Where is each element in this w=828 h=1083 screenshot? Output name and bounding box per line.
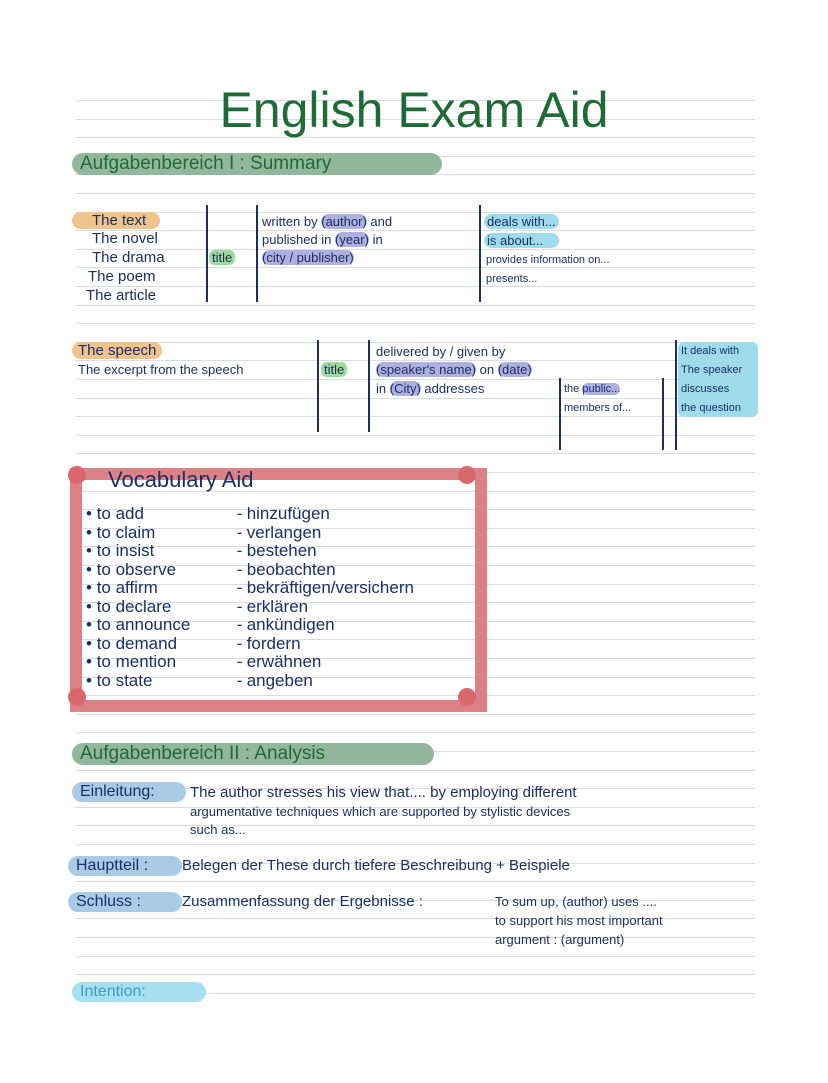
ruled-line xyxy=(75,249,755,250)
ruled-line xyxy=(75,844,755,845)
ruled-line xyxy=(75,416,755,417)
subject-item: The article xyxy=(86,287,157,304)
text: members of... xyxy=(564,402,632,414)
ruled-line xyxy=(75,714,755,715)
vocabulary-item: • to demand - fordern xyxy=(86,633,301,653)
ruled-line xyxy=(75,435,755,436)
ruled-line xyxy=(75,230,755,231)
text: on xyxy=(476,362,498,377)
german-term: angeben xyxy=(246,670,313,690)
english-term: to claim xyxy=(96,522,156,542)
german-term: fordern xyxy=(246,633,301,653)
ruled-line xyxy=(75,193,755,194)
english-term: to demand xyxy=(96,633,178,653)
vocabulary-item: • to insist - bestehen xyxy=(86,541,317,560)
vocabulary-item: • to add - hinzufügen xyxy=(86,504,330,523)
einleitung-text: such as... xyxy=(190,822,246,837)
subject-item: The novel xyxy=(92,230,158,247)
english-term: to observe xyxy=(96,559,177,579)
verb-phrase: is about... xyxy=(484,233,559,248)
hauptteil-label: Hauptteil : xyxy=(68,856,182,876)
ruled-line xyxy=(75,770,755,771)
verb-phrase: It deals with xyxy=(681,345,740,357)
english-term: to insist xyxy=(96,541,155,560)
text: addresses xyxy=(420,381,485,396)
date-placeholder: (date) xyxy=(497,362,532,377)
intention-label: Intention: xyxy=(72,982,206,1002)
text: published in xyxy=(262,232,335,247)
ruled-line xyxy=(75,956,755,957)
verb-phrase: the question xyxy=(681,402,741,414)
german-term: ankündigen xyxy=(246,615,335,634)
schluss-text: argument : (argument) xyxy=(495,932,625,947)
city-placeholder: (City) xyxy=(389,381,421,396)
english-term: to announce xyxy=(96,615,191,634)
section-header-summary: Aufgabenbereich I : Summary xyxy=(72,153,442,175)
english-term: to state xyxy=(96,670,153,690)
vocabulary-item: • to announce - ankündigen xyxy=(86,615,335,634)
ruled-line xyxy=(75,453,755,454)
english-term: to mention xyxy=(96,652,177,671)
vocabulary-item: • to state - angeben xyxy=(86,670,313,690)
subject-item: The poem xyxy=(88,268,156,285)
speaker-placeholder: (speaker's name) xyxy=(376,362,477,377)
ruled-line xyxy=(75,286,755,287)
german-term: bekräftigen/versichern xyxy=(246,578,414,597)
german-term: beobachten xyxy=(246,559,336,579)
einleitung-label: Einleitung: xyxy=(72,782,186,802)
english-term: to affirm xyxy=(96,578,158,597)
title-label: title xyxy=(321,362,347,377)
vocabulary-item: • to affirm - bekräftigen/versichern xyxy=(86,578,414,597)
english-term: to declare xyxy=(96,596,172,616)
german-term: bestehen xyxy=(246,541,317,560)
text: and xyxy=(366,214,393,229)
verb-phrase: discusses xyxy=(681,383,730,395)
title-label: title xyxy=(209,250,235,265)
english-term: to add xyxy=(96,504,144,523)
subject-item: The drama xyxy=(92,249,165,266)
ruled-line xyxy=(75,212,755,213)
page-title: English Exam Aid xyxy=(219,82,609,138)
vocabulary-item: • to mention - erwähnen xyxy=(86,652,322,671)
text: in xyxy=(368,232,383,247)
text: the xyxy=(564,383,583,395)
subject-item: The speech xyxy=(72,342,162,359)
verb-phrase: provides information on... xyxy=(486,254,610,266)
schluss-text: To sum up, (author) uses .... xyxy=(495,894,657,909)
vocabulary-title: Vocabulary Aid xyxy=(108,467,254,492)
german-term: erklären xyxy=(246,596,309,616)
schluss-text: to support his most important xyxy=(495,913,663,928)
text: in xyxy=(376,381,390,396)
ruled-line xyxy=(75,267,755,268)
vocabulary-item: • to claim - verlangen xyxy=(86,522,322,542)
verb-phrase: The speaker xyxy=(681,364,743,376)
ruled-line xyxy=(75,398,755,399)
city-publisher-placeholder: (city / publisher) xyxy=(262,250,354,265)
hauptteil-text: Belegen der These durch tiefere Beschreibung + Beispiele xyxy=(182,857,570,874)
ruled-line xyxy=(75,732,755,733)
einleitung-text: argumentative techniques which are supported by stylistic devices xyxy=(190,804,571,819)
subject-item: The text xyxy=(72,212,160,229)
vocabulary-item: • to observe - beobachten xyxy=(86,559,336,579)
ruled-line xyxy=(75,305,755,306)
vocabulary-item: • to declare - erklären xyxy=(86,596,309,616)
verb-phrase: presents... xyxy=(486,273,538,285)
german-term: verlangen xyxy=(246,522,322,542)
schluss-label: Schluss : xyxy=(68,892,182,912)
einleitung-text: The author stresses his view that.... by employing different xyxy=(190,784,577,801)
text: delivered by / given by xyxy=(376,344,506,359)
ruled-line xyxy=(75,323,755,324)
ruled-line xyxy=(75,974,755,975)
subject-item: The excerpt from the speech xyxy=(78,362,244,377)
section-header-analysis: Aufgabenbereich II : Analysis xyxy=(72,743,434,765)
ruled-line xyxy=(75,937,755,938)
ruled-line xyxy=(75,881,755,882)
verb-phrase: deals with... xyxy=(484,214,559,229)
year-placeholder: (year) xyxy=(335,232,369,247)
schluss-text: Zusammenfassung der Ergebnisse : xyxy=(182,893,423,910)
audience-placeholder: public... xyxy=(582,383,621,395)
author-placeholder: (author) xyxy=(321,214,367,229)
german-term: erwähnen xyxy=(246,652,322,671)
ruled-line xyxy=(75,825,755,826)
text: written by xyxy=(262,214,322,229)
german-term: hinzufügen xyxy=(246,504,330,523)
